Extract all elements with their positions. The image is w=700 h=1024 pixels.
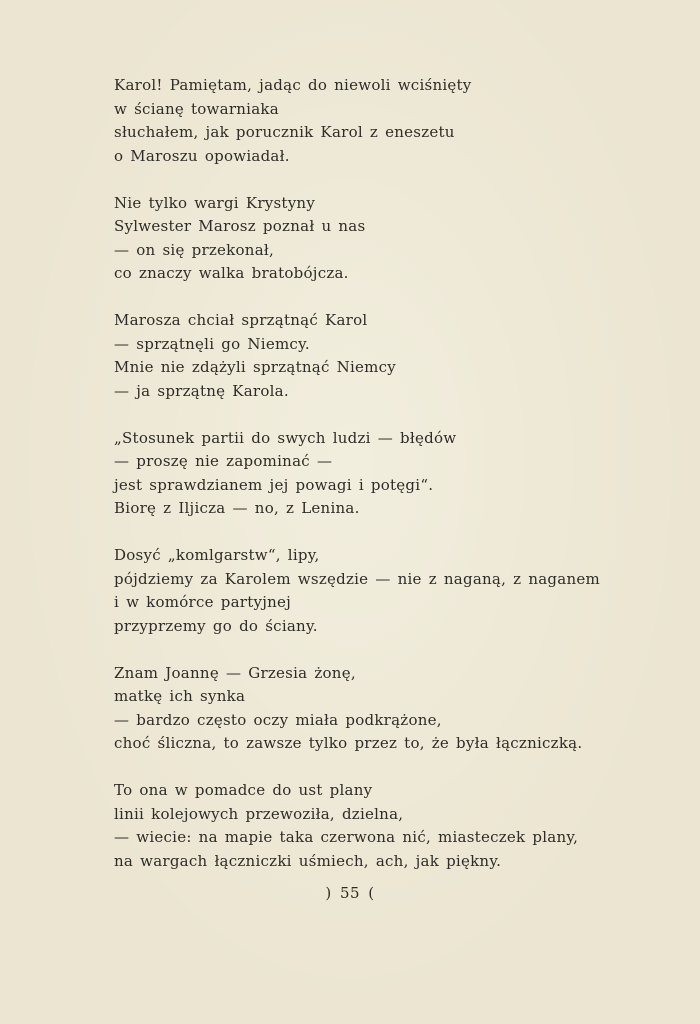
stanza-2 — [114, 192, 684, 286]
stanza-1 — [114, 74, 684, 168]
poem-line: — proszę nie zapominać — — [114, 452, 333, 470]
poem-line: To ona w pomadce do ust plany — [114, 781, 373, 799]
poem-line: — sprzątnęli go Niemcy. — [114, 334, 310, 353]
poem-line: Mnie nie zdążyli sprzątnąć Niemcy — [114, 358, 397, 376]
poem-line: przyprzemy go do ściany. — [114, 616, 318, 635]
poem-line: Sylwester Marosz poznał u nas — [114, 217, 366, 235]
poem-line: i w komórce partyjnej — [114, 593, 292, 611]
poem-line: Nie tylko wargi Krystyny — [114, 193, 316, 212]
poem-line: Karol! Pamiętam, jadąc do niewoli wciśnięty — [114, 76, 472, 94]
stanza-7 — [114, 779, 684, 873]
poem-text — [114, 74, 684, 897]
poem-line: pójdziemy za Karolem wszędzie — nie z naganą, z naganem — [114, 569, 600, 588]
poem-line: — wiecie: na mapie taka czerwona nić, miasteczek plany, — [114, 828, 579, 846]
stanza-3 — [114, 309, 684, 403]
poem-line: — on się przekonał, — [114, 240, 275, 259]
stanza-6 — [114, 662, 684, 756]
poem-line: Marosza chciał sprzątnąć Karol — [114, 311, 368, 329]
poem-line: — ja sprzątnę Karola. — [114, 381, 289, 400]
poem-line: linii kolejowych przewoziła, dzielna, — [114, 804, 404, 823]
poem-line: — bardzo często oczy miała podkrążone, — [114, 710, 442, 729]
stanza-4 — [114, 427, 684, 521]
poem-line: co znaczy walka bratobójcza. — [114, 264, 349, 282]
poem-line: na wargach łączniczki uśmiech, ach, jak piękny. — [114, 851, 502, 870]
poem-line: o Maroszu opowiadał. — [114, 146, 290, 165]
poem-line: Znam Joannę — Grzesia żonę, — [114, 663, 356, 682]
poem-line: Biorę z Iljicza — no, z Lenina. — [114, 499, 360, 517]
poem-line: „Stosunek partii do swych ludzi — błędów — [114, 428, 457, 447]
poem-line: choć śliczna, to zawsze tylko przez to, że była łączniczką. — [114, 734, 583, 752]
poem-line: matkę ich synka — [114, 687, 246, 705]
stanza-5 — [114, 544, 684, 638]
page-number: ) 55 ( — [325, 884, 375, 902]
poem-line: słuchałem, jak porucznik Karol z eneszetu — [114, 123, 455, 141]
poem-line: w ścianę towarniaka — [114, 99, 279, 118]
poem-line: jest sprawdzianem jej powagi i potęgi“. — [114, 475, 434, 494]
poem-line: Dosyć „komlgarstw“, lipy, — [114, 546, 320, 564]
